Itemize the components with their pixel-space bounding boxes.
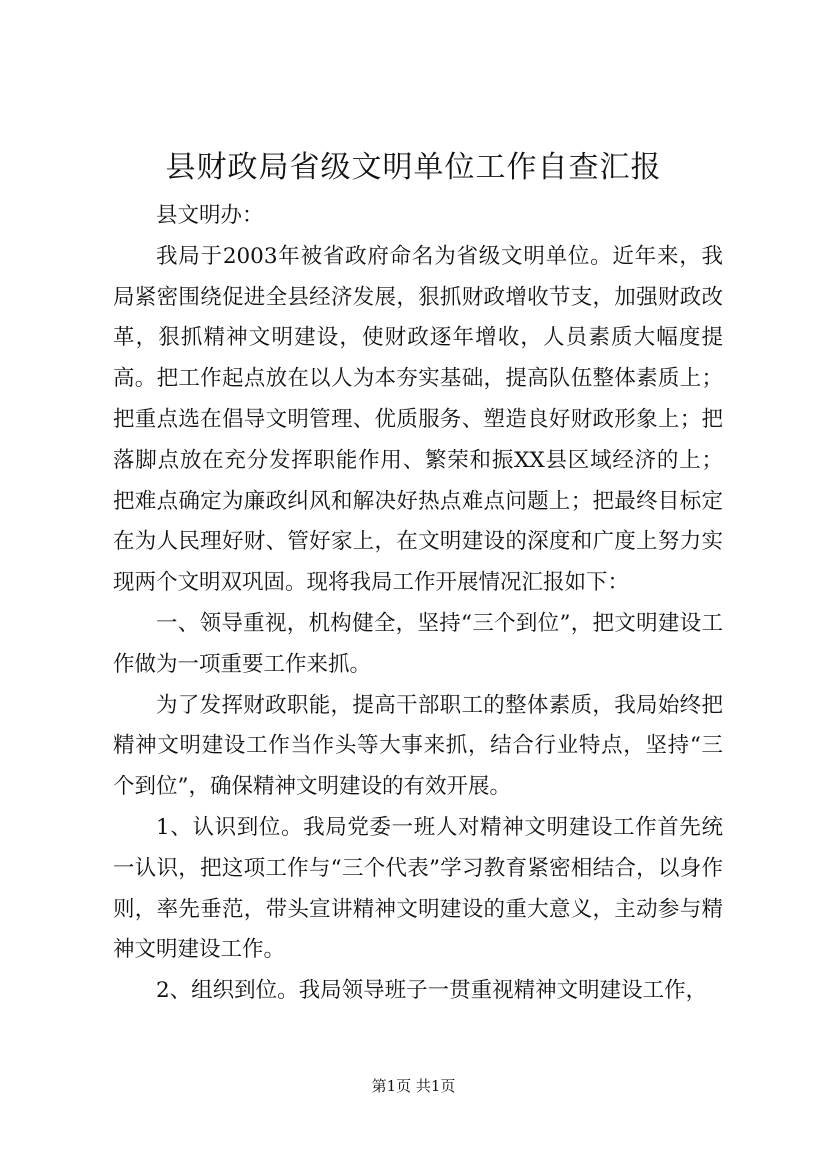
paragraph-item-2: 2、组织到位。我局领导班子一贯重视精神文明建设工作， bbox=[156, 978, 708, 1004]
document-body bbox=[113, 196, 723, 1012]
paragraph-intro: 我局于2003年被省政府命名为省级文明单位。近年来，我局紧密围绕促进全县经济发展，狠抓财政增收节支，加强财政改革，狠抓精神文明建设，使财政逐年增收，人员素质大幅度提高。把工作起点放在以人为本夯实基础，提高队伍整体素质上；把重点选在倡导文明管理、优质服务、塑造良好财政形象上；把落脚点放在充分发挥职能作用、繁荣和振XX县区域经济的上；把难点确定为廉政纠风和解决好热点难点问题上；把最终目标定在为人民理好财、管好家上，在文明建设的深度和广度上努力实现两个文明双巩固。现将我局工作开展情况汇报如下： bbox=[113, 243, 723, 596]
paragraph-item-1: 1、认识到位。我局党委一班人对精神文明建设工作首先统一认识，把这项工作与“三个代表”学习教育紧密相结合，以身作则，率先垂范，带头宣讲精神文明建设的重大意义，主动参与精神文明建设工作。 bbox=[113, 814, 723, 963]
paragraph-section-1: 为了发挥财政职能，提高干部职工的整体素质，我局始终把精神文明建设工作当作头等大事来抓，结合行业特点，坚持“三个到位”，确保精神文明建设的有效开展。 bbox=[113, 692, 723, 800]
salutation: 县文明办： bbox=[156, 203, 264, 228]
section-heading-1: 一、领导重视，机构健全，坚持“三个到位”，把文明建设工作做为一项重要工作来抓。 bbox=[113, 610, 723, 677]
document-title: 县财政局省级文明单位工作自查汇报 bbox=[165, 150, 662, 185]
page-footer: 第1页 共1页 bbox=[371, 1077, 456, 1095]
